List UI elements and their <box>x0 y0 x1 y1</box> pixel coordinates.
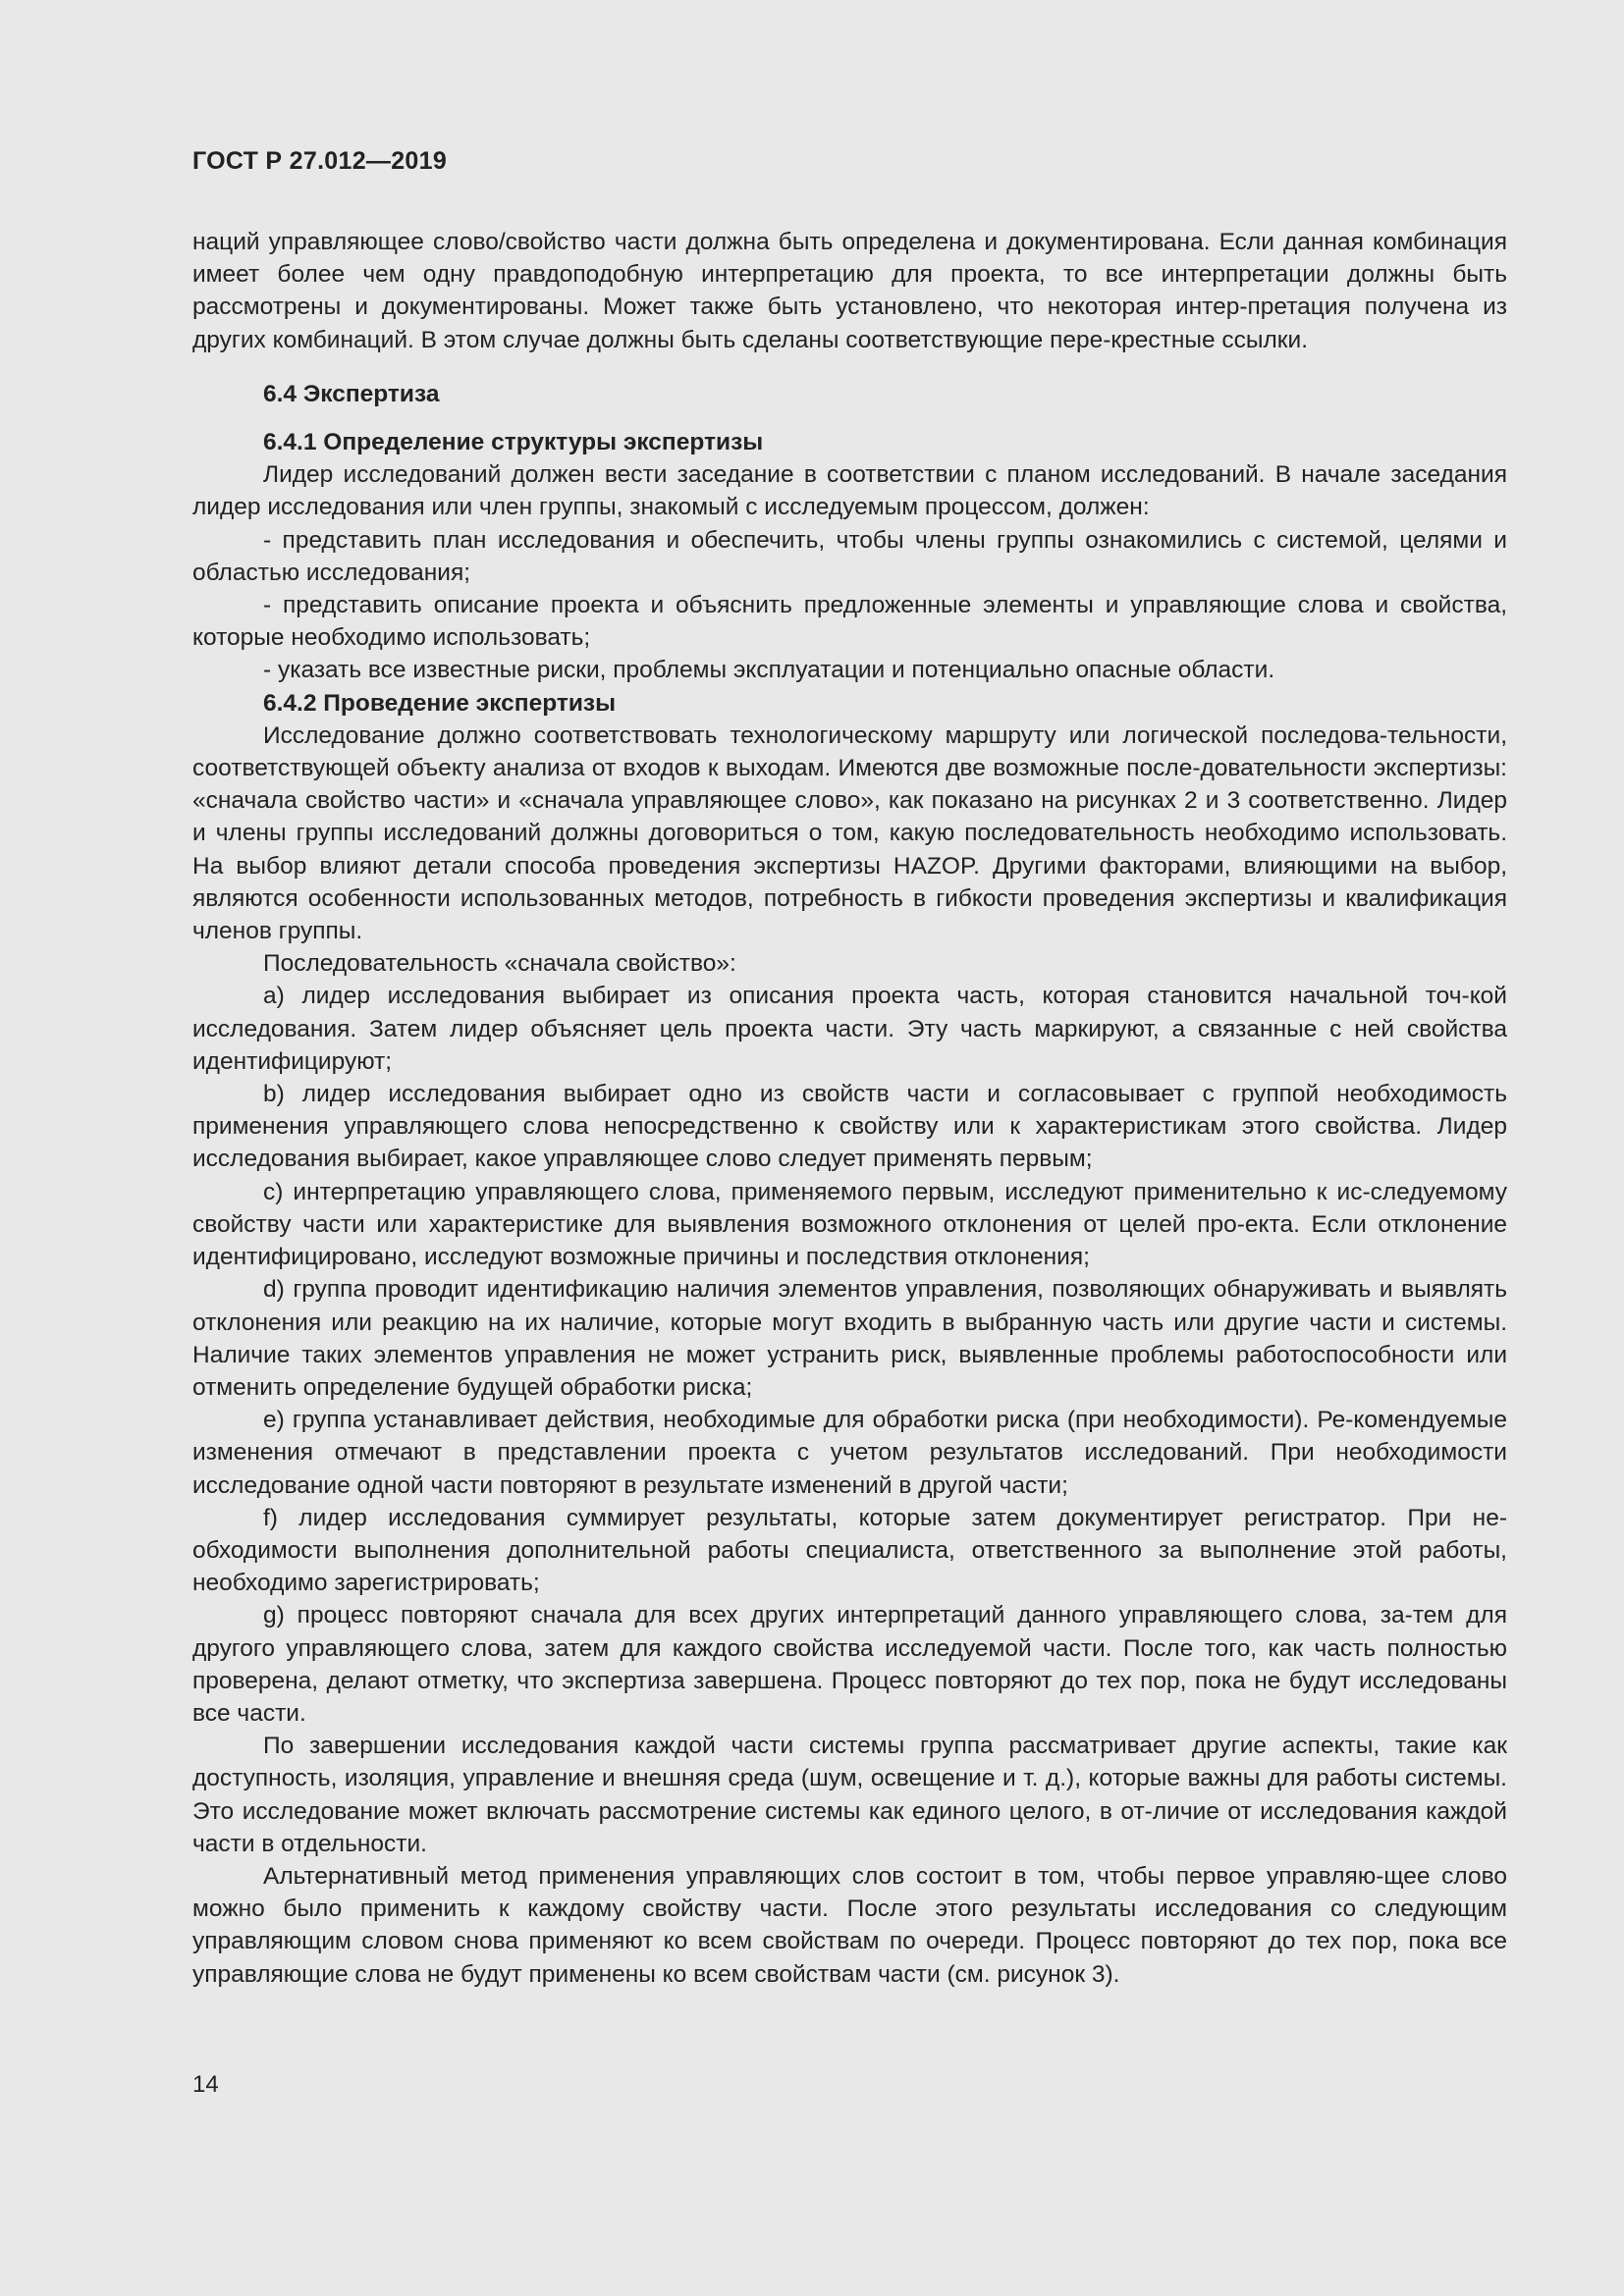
list-item: e) группа устанавливает действия, необходимые для обработки риска (при необходимости). Ре-комендуемые изменения отмечают в представлении проекта с учетом результатов исследований. При необходимости исследование одной части повторяют в результате изменений в другой части; <box>192 1407 1507 1499</box>
list-item: c) интерпретацию управляющего слова, применяемого первым, исследуют применительно к ис-следуемому свойству части или характеристике для выявления возможного отклонения от целей про-екта. Если отклонение идентифицировано, исследуют возможные причины и последствия отклонения; <box>192 1178 1507 1271</box>
list-item: f) лидер исследования суммирует результаты, которые затем документирует регистратор. При не-обходимости выполнения дополнительной работы специалиста, ответственного за выполнение этой работы, необходимо зарегистрировать; <box>192 1504 1507 1597</box>
list-item: - представить план исследования и обеспечить, чтобы члены группы ознакомились с системой, целями и областью исследования; <box>192 526 1507 586</box>
document-body <box>192 226 1507 1991</box>
subsection-heading-6-4-1: 6.4.1 Определение структуры экспертизы <box>263 429 764 456</box>
paragraph: Альтернативный метод применения управляющих слов состоит в том, чтобы первое управляю-щее слово можно было применить к каждому свойству части. После этого результаты исследования со следующим управляющим словом снова применяют ко всем свойствам по очереди. Процесс повторяют до тех пор, пока все управляющие слова не будут применены ко всем свойствам части (см. рисунок 3). <box>192 1862 1507 1988</box>
list-item: b) лидер исследования выбирает одно из свойств части и согласовывает с группой необходимость применения управляющего слова непосредственно к свойству или к характеристикам этого свойства. Лидер исследования выбирает, какое управляющее слово следует применять первым; <box>192 1081 1507 1173</box>
list-item: - указать все известные риски, проблемы эксплуатации и потенциально опасные области. <box>263 657 1275 684</box>
page-number: 14 <box>192 2071 219 2098</box>
list-item: d) группа проводит идентификацию наличия элементов управления, позволяющих обнаруживать и выявлять отклонения или реакцию на их наличие, которые могут входить в выбранную часть или другие части и системы. Наличие таких элементов управления не может устранить риск, выявленные проблемы работоспособности или отменить определение будущей обработки риска; <box>192 1276 1507 1401</box>
list-item: a) лидер исследования выбирает из описания проекта часть, которая становится начальной точ-кой исследования. Затем лидер объясняет цель проекта части. Эту часть маркируют, а связанные с ней свойства идентифицируют; <box>192 983 1507 1075</box>
paragraph-continued: наций управляющее слово/свойство части должна быть определена и документирована. Если данная комбинация имеет более чем одну правдоподобную интерпретацию для проекта, то все интерпретации должны быть рассмотрены и документированы. Может также быть установлено, что некоторая интер-претация получена из других комбинаций. В этом случае должны быть сделаны соответствующие пере-крестные ссылки. <box>192 229 1507 353</box>
paragraph: Лидер исследований должен вести заседание в соответствии с планом исследований. В начале заседания лидер исследования или член группы, знакомый с исследуемым процессом, должен: <box>192 461 1507 521</box>
document-code-header: ГОСТ Р 27.012—2019 <box>192 147 448 175</box>
paragraph: Последовательность «сначала свойство»: <box>263 950 736 978</box>
subsection-heading-6-4-2: 6.4.2 Проведение экспертизы <box>263 689 616 717</box>
paragraph: По завершении исследования каждой части системы группа рассматривает другие аспекты, такие как доступность, изоляция, управление и внешняя среда (шум, освещение и т. д.), которые важны для работы системы. Это исследование может включать рассмотрение системы как единого целого, в от-личие от исследования каждой части в отдельности. <box>192 1733 1507 1857</box>
list-item: g) процесс повторяют сначала для всех других интерпретаций данного управляющего слова, за-тем для другого управляющего слова, затем для каждого свойства исследуемой части. После того, как часть полностью проверена, делают отметку, что экспертиза завершена. Процесс повторяют до тех пор, пока не будут исследованы все части. <box>192 1602 1507 1727</box>
paragraph: Исследование должно соответствовать технологическому маршруту или логической последова-тельности, соответствующей объекту анализа от входов к выходам. Имеются две возможные после-довательности экспертизы: «сначала свойство части» и «сначала управляющее слово», как показано на рисунках 2 и 3 соответственно. Лидер и члены группы исследований должны договориться о том, какую последовательность необходимо использовать. На выбор влияют детали способа проведения экспертизы HAZOP. Другими факторами, влияющими на выбор, являются особенности использованных методов, потребность в гибкости проведения экспертизы и квалификация членов группы. <box>192 721 1507 945</box>
list-item: - представить описание проекта и объяснить предложенные элементы и управляющие слова и свойства, которые необходимо использовать; <box>192 592 1507 652</box>
section-heading-6-4: 6.4 Экспертиза <box>263 380 440 407</box>
